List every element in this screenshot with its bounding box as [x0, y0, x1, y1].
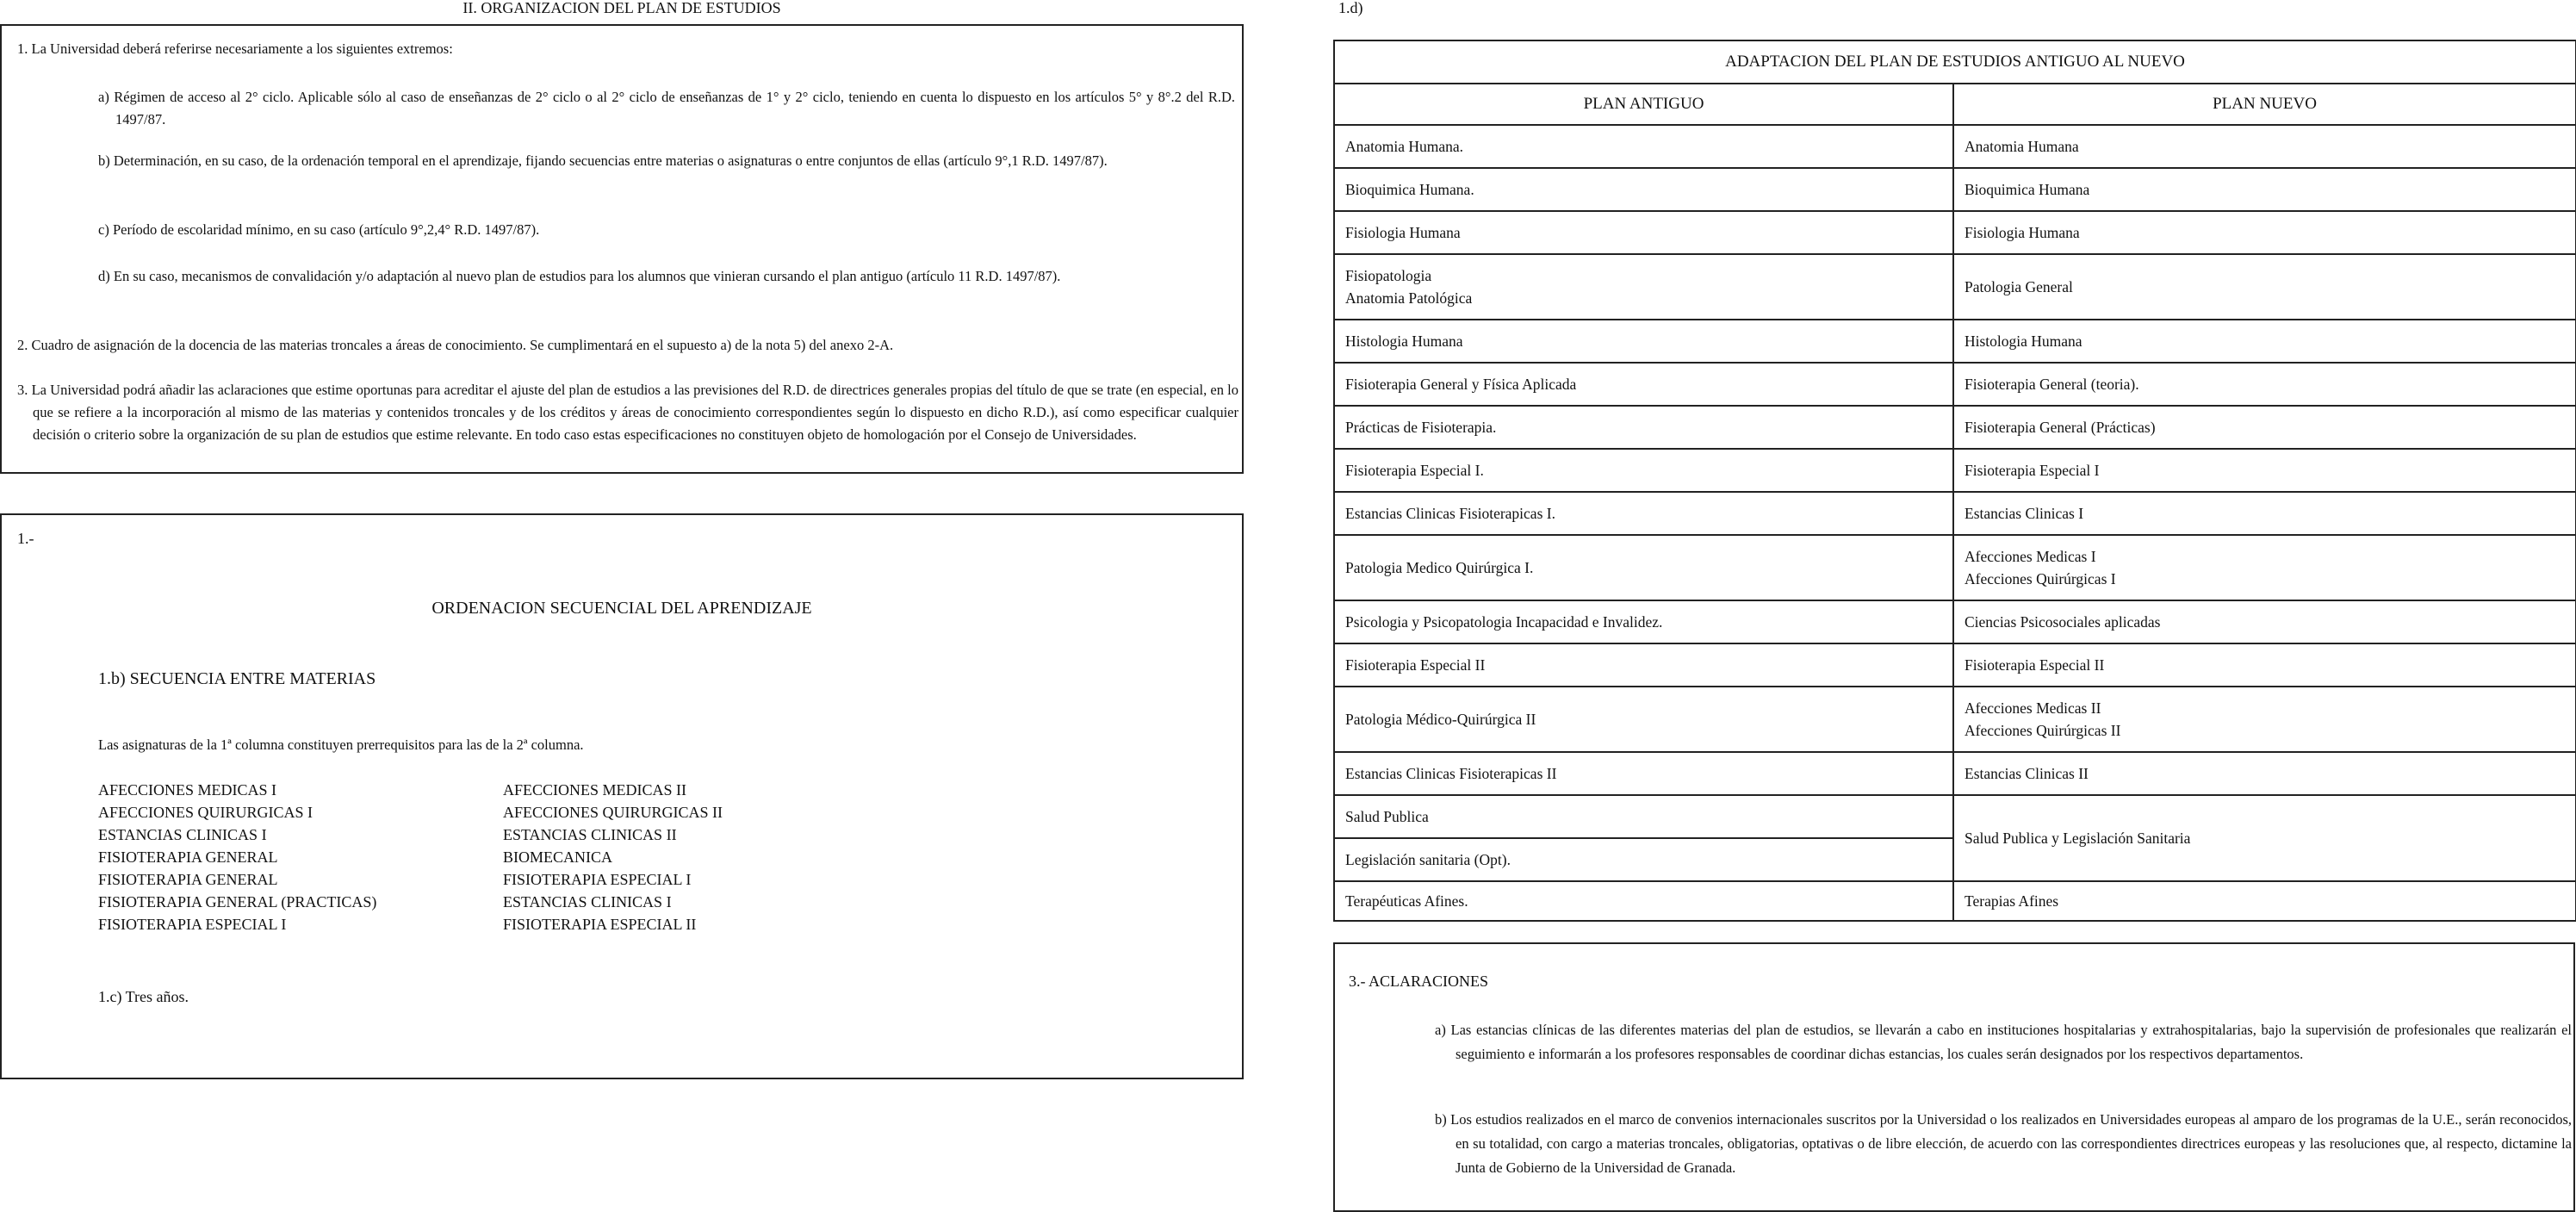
old-plan-cell: Terapéuticas Afines. [1334, 881, 1953, 921]
prereq-second: AFECCIONES MEDICAS II [503, 781, 687, 799]
table-title-row [1334, 40, 2576, 84]
table-row [1334, 211, 2576, 254]
prereq-second: ESTANCIAS CLINICAS I [503, 893, 672, 911]
prereq-first: ESTANCIAS CLINICAS I [98, 826, 267, 843]
table-row [1334, 795, 2576, 838]
prereq-row [98, 801, 959, 824]
sequence-subtitle: 1.b) SECUENCIA ENTRE MATERIAS [98, 669, 376, 688]
old-plan-cell: Patologia Médico-Quirúrgica II [1334, 687, 1953, 752]
new-plan-line: Afecciones Medicas I [1965, 548, 2096, 565]
old-plan-line: Anatomia Patológica [1345, 289, 1473, 307]
prereq-row [98, 868, 959, 891]
table-row [1334, 168, 2576, 211]
new-plan-cell: Anatomia Humana [1953, 125, 2576, 168]
prereq-row [98, 824, 959, 846]
prereq-first: FISIOTERAPIA GENERAL [98, 871, 278, 888]
new-plan-line: Afecciones Quirúrgicas I [1965, 570, 2116, 587]
adaptation-table [1333, 40, 2576, 922]
prereq-row [98, 891, 959, 913]
instructions-box [0, 24, 1244, 474]
old-plan-cell: Psicologia y Psicopatologia Incapacidad e Invalidez. [1334, 600, 1953, 643]
new-plan-line: Afecciones Medicas II [1965, 699, 2101, 717]
new-plan-cell: Fisioterapia Especial I [1953, 449, 2576, 492]
prereq-second: AFECCIONES QUIRURGICAS II [503, 804, 723, 821]
prerequisite-list [98, 779, 959, 935]
old-plan-cell: Prácticas de Fisioterapia. [1334, 406, 1953, 449]
old-plan-cell: Fisiologia Humana [1334, 211, 1953, 254]
old-plan-cell [1334, 254, 1953, 320]
instruction-1d: d) En su caso, mecanismos de convalidación y/o adaptación al nuevo plan de estudios para los alumnos que vinieran cursando el plan antiguo (artículo 11 R.D. 1497/87). [98, 268, 1061, 284]
instruction-2: 2. Cuadro de asignación de la docencia de las materias troncales a áreas de conocimiento. Se cumplimentará en el supuesto a) de la nota 5) del anexo 2-A. [17, 337, 894, 353]
old-plan-cell: Fisioterapia General y Física Aplicada [1334, 363, 1953, 406]
old-plan-cell: Estancias Clinicas Fisioterapicas II [1334, 752, 1953, 795]
prereq-first: AFECCIONES QUIRURGICAS I [98, 804, 313, 821]
prereq-first: FISIOTERAPIA ESPECIAL I [98, 916, 287, 933]
instruction-1b: b) Determinación, en su caso, de la ordenación temporal en el aprendizaje, fijando secuencias entre materias o asignaturas o entre conjuntos de ellas (artículo 9°,1 R.D. 1497/87). [98, 152, 1108, 169]
instruction-3: 3. La Universidad podrá añadir las aclaraciones que estime oportunas para acreditar el ajuste del plan de estudios a las previsiones del R.D. de directrices generales propias del título de que se trate (en especial, en lo que se refiere a la incorporación al mismo de las materias y contenidos troncales y de los créditos y áreas de conocimiento correspondientes según lo dispuesto en dicho R.D.), así como especificar cualquier decisión o criterio sobre la organización de su plan de estudios que estime relevante. En todo caso estas especificaciones no constituyen objeto de homologación por el Consejo de Universidades. [17, 382, 1238, 443]
col-header-old: PLAN ANTIGUO [1334, 84, 1953, 125]
prereq-row [98, 913, 959, 935]
new-plan-cell: Fisioterapia General (Prácticas) [1953, 406, 2576, 449]
sequence-intro: Las asignaturas de la 1ª columna constituyen prerrequisitos para las de la 2ª columna. [98, 737, 584, 753]
new-plan-cell [1953, 535, 2576, 600]
old-plan-cell: Bioquimica Humana. [1334, 168, 1953, 211]
old-plan-cell: Histologia Humana [1334, 320, 1953, 363]
new-plan-cell: Patologia General [1953, 254, 2576, 320]
prereq-first: FISIOTERAPIA GENERAL (PRACTICAS) [98, 893, 377, 911]
new-plan-cell: Ciencias Psicosociales aplicadas [1953, 600, 2576, 643]
new-plan-cell: Fisioterapia Especial II [1953, 643, 2576, 687]
sequence-duration: 1.c) Tres años. [98, 988, 189, 1005]
table-row [1334, 125, 2576, 168]
table-row [1334, 752, 2576, 795]
old-plan-cell: Anatomia Humana. [1334, 125, 1953, 168]
old-plan-cell: Salud Publica [1334, 795, 1953, 838]
new-plan-line: Afecciones Quirúrgicas II [1965, 722, 2121, 739]
table-row [1334, 320, 2576, 363]
table-row [1334, 881, 2576, 921]
aclaraciones-box [1333, 942, 2575, 1212]
old-plan-cell: Fisioterapia Especial I. [1334, 449, 1953, 492]
prereq-first: FISIOTERAPIA GENERAL [98, 848, 278, 866]
table-row [1334, 492, 2576, 535]
aclaraciones-title: 3.- ACLARACIONES [1349, 973, 1489, 990]
table-title: ADAPTACION DEL PLAN DE ESTUDIOS ANTIGUO AL NUEVO [1334, 40, 2576, 84]
old-plan-cell: Estancias Clinicas Fisioterapicas I. [1334, 492, 1953, 535]
new-plan-cell: Terapias Afines [1953, 881, 2576, 921]
old-plan-cell: Fisioterapia Especial II [1334, 643, 1953, 687]
instruction-1a: a) Régimen de acceso al 2° ciclo. Aplicable sólo al caso de enseñanzas de 2° ciclo o al 2° ciclo de enseñanzas de 1° y 2° ciclo, teniendo en cuenta lo dispuesto en los artículos 5° y 8°.2 del R.D. 1497/87. [98, 89, 1235, 127]
table-row [1334, 600, 2576, 643]
old-plan-cell: Legislación sanitaria (Opt). [1334, 838, 1953, 881]
old-plan-cell: Patologia Medico Quirúrgica I. [1334, 535, 1953, 600]
old-plan-line: Fisiopatologia [1345, 267, 1432, 284]
new-plan-cell: Bioquimica Humana [1953, 168, 2576, 211]
sequence-box [0, 513, 1244, 1079]
table-row [1334, 254, 2576, 320]
table-row [1334, 449, 2576, 492]
new-plan-cell: Fisioterapia General (teoria). [1953, 363, 2576, 406]
section-heading: II. ORGANIZACION DEL PLAN DE ESTUDIOS [462, 0, 781, 16]
prereq-second: ESTANCIAS CLINICAS II [503, 826, 677, 843]
new-plan-cell: Estancias Clinicas I [1953, 492, 2576, 535]
right-heading: 1.d) [1338, 0, 1363, 16]
table-row [1334, 535, 2576, 600]
table-row [1334, 406, 2576, 449]
new-plan-cell: Estancias Clinicas II [1953, 752, 2576, 795]
instruction-1c: c) Período de escolaridad mínimo, en su caso (artículo 9°,2,4° R.D. 1497/87). [98, 221, 540, 238]
table-row [1334, 363, 2576, 406]
prereq-second: FISIOTERAPIA ESPECIAL II [503, 916, 697, 933]
new-plan-cell: Histologia Humana [1953, 320, 2576, 363]
new-plan-cell: Salud Publica y Legislación Sanitaria [1953, 795, 2576, 881]
instruction-1: 1. La Universidad deberá referirse necesariamente a los siguientes extremos: [17, 40, 453, 57]
prereq-row [98, 779, 959, 801]
col-header-new: PLAN NUEVO [1953, 84, 2576, 125]
aclaracion-a: a) Las estancias clínicas de las diferentes materias del plan de estudios, se llevarán a cabo en instituciones hospitalarias y extrahospitalarias, bajo la supervisión de profesionales que realizarán el seguimiento e informarán a los profesores responsables de coordinar dichas estancias, los cuales serán designados por los respectivos departamentos. [1435, 1022, 2572, 1062]
table-row [1334, 687, 2576, 752]
sequence-title: ORDENACION SECUENCIAL DEL APRENDIZAJE [431, 599, 812, 618]
new-plan-cell [1953, 687, 2576, 752]
prereq-row [98, 846, 959, 868]
table-header-row [1334, 84, 2576, 125]
aclaracion-b: b) Los estudios realizados en el marco de convenios internacionales suscritos por la Universidad o los realizados en Universidades europeas al amparo de los programas de la U.E., serán reconocidos, en su totalidad, con cargo a materias troncales, obligatorias, optativas o de libre elección, de acuerdo con las correspondientes directrices europeas y las resoluciones que, al respecto, dictamine la Junta de Gobierno de la Universidad de Granada. [1435, 1111, 2572, 1176]
sequence-label: 1.- [17, 530, 34, 547]
table-row [1334, 643, 2576, 687]
prereq-second: BIOMECANICA [503, 848, 613, 866]
prereq-second: FISIOTERAPIA ESPECIAL I [503, 871, 692, 888]
new-plan-cell: Fisiologia Humana [1953, 211, 2576, 254]
prereq-first: AFECCIONES MEDICAS I [98, 781, 277, 799]
